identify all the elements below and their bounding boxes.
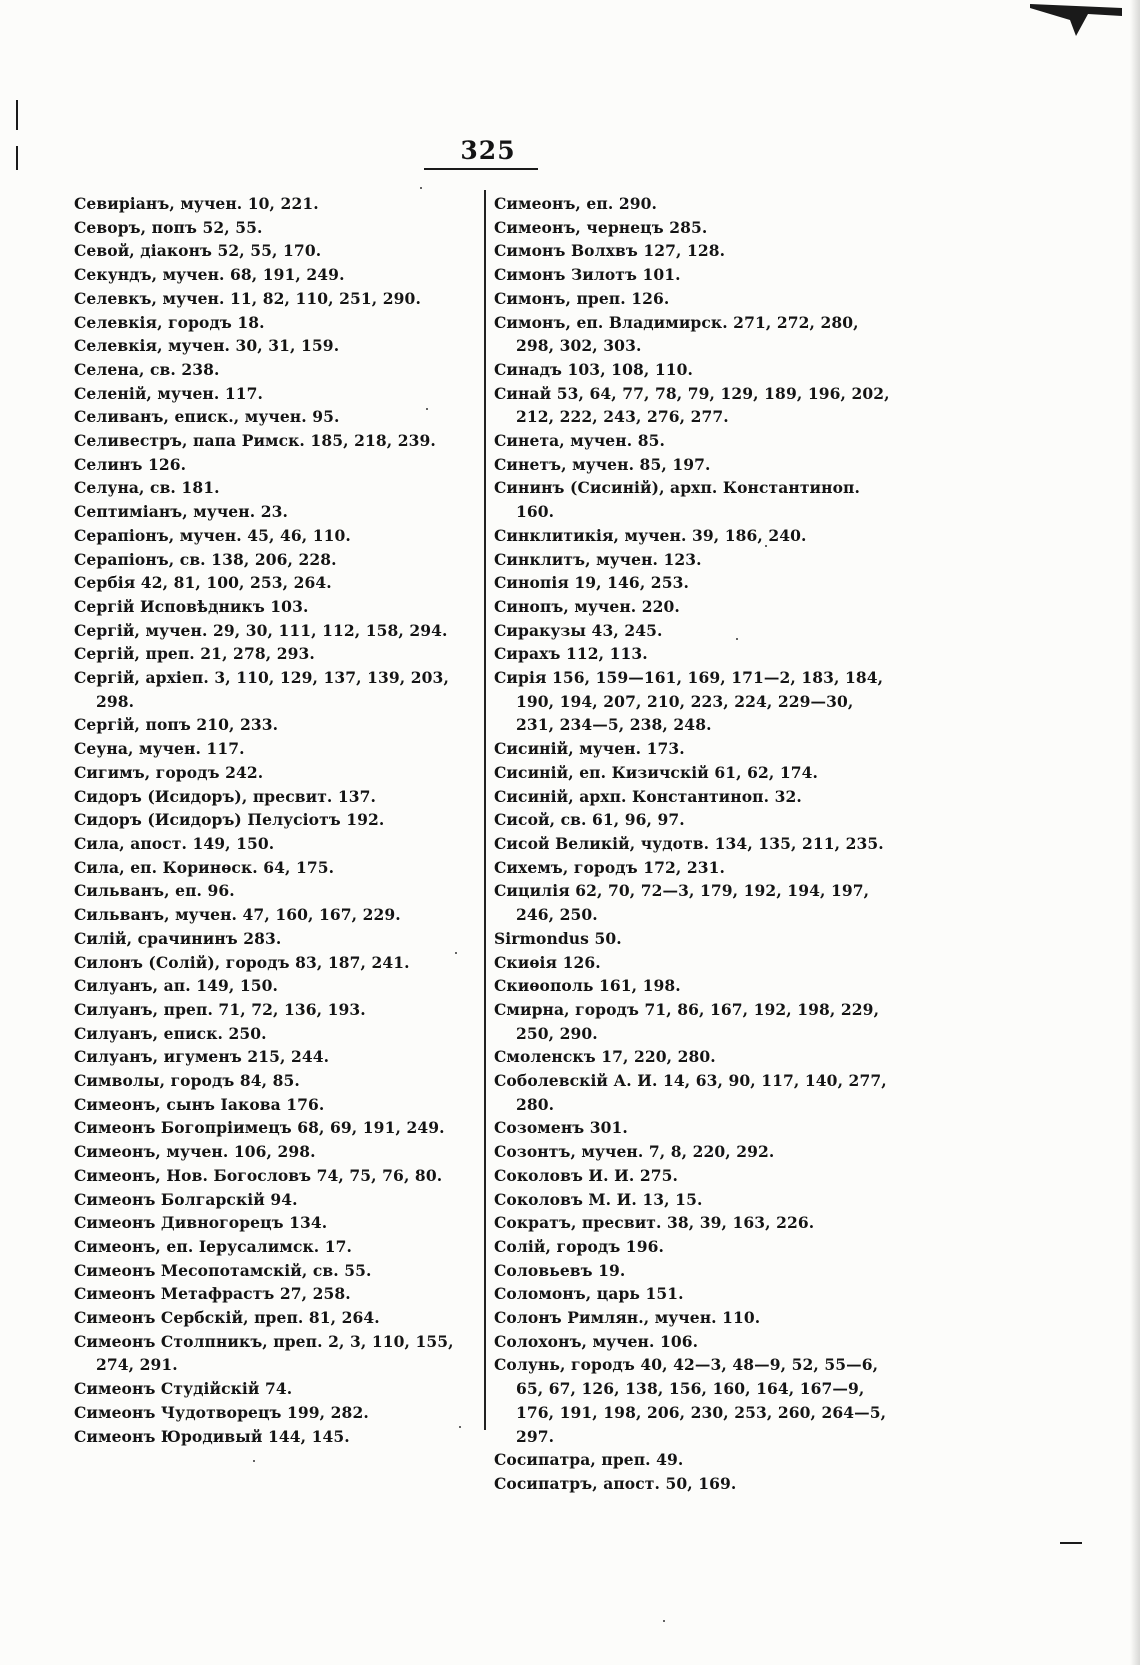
left-margin-mark [16,146,18,170]
index-entry: Сильванъ, еп. 96. [74,881,235,901]
index-entry: Сосипатръ, апост. 50, 169. [494,1473,737,1493]
right-margin-mark [1060,1542,1082,1544]
index-entry: Симеонъ Чудотворецъ 199, 282. [74,1402,369,1422]
index-entry: Сергій, попъ 210, 233. [74,715,279,735]
index-entry: Сигимъ, городъ 242. [74,762,264,782]
index-entry: Симеонъ, еп. Іерусалимск. 17. [74,1236,353,1256]
index-entry: Силуанъ, ап. 149, 150. [74,976,279,996]
index-entry: Сихемъ, городъ 172, 231. [494,857,726,877]
index-entry: Солохонъ, мучен. 106. [494,1331,699,1351]
index-entry: Синетъ, мучен. 85, 197. [494,454,711,474]
index-entry: Скиѳія 126. [494,952,601,972]
scan-speck [455,952,457,954]
index-entry: Серапіонъ, св. 138, 206, 228. [74,549,337,569]
index-entry: Сосипатра, преп. 49. [494,1450,684,1470]
index-entry: Симеонъ Юродивый 144, 145. [74,1426,350,1446]
left-margin-mark [16,100,18,130]
index-entry: Силуанъ, преп. 71, 72, 136, 193. [74,999,366,1019]
index-entry: Севиріанъ, мучен. 10, 221. [74,194,319,213]
index-entry: Симеонъ Дивногорецъ 134. [74,1213,328,1233]
scan-speck [459,1426,461,1428]
index-entry: Сисиній, мучен. 173. [494,739,685,759]
index-entry: Силонъ (Солій), городъ 83, 187, 241. [74,952,410,972]
index-entry: Сеуна, мучен. 117. [74,739,245,759]
index-entry: Сирія 156, 159—161, 169, 171—2, 183, 184, 190, 194, 207, 210, 223, 224, 229—30, 231, 234—5, 238, 248. [494,668,884,735]
index-entry: Севоръ, попъ 52, 55. [74,217,263,237]
index-entry: Симонъ Зилотъ 101. [494,265,681,285]
index-entry: Симеонъ Болгарскій 94. [74,1189,298,1209]
index-entry: Сильванъ, мучен. 47, 160, 167, 229. [74,905,401,925]
index-entry: Сидоръ (Исидоръ), пресвит. 137. [74,786,377,806]
index-entry: Симонъ Волхвъ 127, 128. [494,241,726,261]
index-entry: Сиракузы 43, 245. [494,620,663,640]
index-entry: Сила, апост. 149, 150. [74,833,275,853]
index-entry: Селинъ 126. [74,454,187,474]
index-entry: Сисой, св. 61, 96, 97. [494,810,685,830]
index-entry: Симеонъ Месопотамскій, св. 55. [74,1260,372,1280]
index-entry: Септиміанъ, мучен. 23. [74,502,288,522]
index-entry: Солонъ Римлян., мучен. 110. [494,1308,761,1328]
index-entry: Селевкія, мучен. 30, 31, 159. [74,336,340,356]
index-entry: Созонтъ, мучен. 7, 8, 220, 292. [494,1142,775,1162]
page-number: 325 [460,136,516,165]
index-entry: Сисиній, архп. Константинoп. 32. [494,786,802,806]
index-entry: Симеонъ Столпникъ, преп. 2, 3, 110, 155, 274, 291. [74,1331,454,1375]
index-entry: Сидоръ (Исидоръ) Пелусіотъ 192. [74,810,385,830]
index-entry: Севой, діаконъ 52, 55, 170. [74,241,322,261]
index-entry: Селиванъ, еписк., мучен. 95. [74,407,340,427]
index-entry: Серапіонъ, мучен. 45, 46, 110. [74,525,351,545]
index-entry: Синета, мучен. 85. [494,431,665,451]
index-entry: Симеонъ, сынъ Іакова 176. [74,1094,325,1114]
page-edge-shadow [1130,0,1140,1665]
index-entry: Смоленскъ 17, 220, 280. [494,1047,716,1067]
index-entry: Симонъ, преп. 126. [494,288,670,308]
index-entry: Синай 53, 64, 77, 78, 79, 129, 189, 196, 202, 212, 222, 243, 276, 277. [494,383,890,427]
index-entry: Селевкъ, мучен. 11, 82, 110, 251, 290. [74,288,421,308]
index-entry: Солій, городъ 196. [494,1236,664,1256]
index-entry: Сербія 42, 81, 100, 253, 264. [74,573,332,593]
index-entry: Смирна, городъ 71, 86, 167, 192, 198, 229, 250, 290. [494,999,880,1043]
index-entry: Сергій, преп. 21, 278, 293. [74,644,315,664]
index-entry: Селивестръ, папа Римск. 185, 218, 239. [74,431,436,451]
index-entry: Селуна, св. 181. [74,478,220,498]
index-entry: Сократъ, пресвит. 38, 39, 163, 226. [494,1213,815,1233]
index-entry: Сининъ (Сисиній), архп. Константиноп. 160. [494,478,860,522]
index-entry: Сергій, архіеп. 3, 110, 129, 137, 139, 203, 298. [74,668,449,711]
index-entry: Синклитъ, мучен. 123. [494,549,702,569]
scan-speck [420,187,422,189]
index-entry: Соколовъ И. И. 275. [494,1165,679,1185]
index-entry: Симонъ, еп. Владимирск. 271, 272, 280, 298, 302, 303. [494,312,859,356]
index-entry: Симеонъ, Нов. Богословъ 74, 75, 76, 80. [74,1165,443,1185]
index-entry: Симеонъ Студійскій 74. [74,1379,293,1399]
index-entry: Симеонъ Метафрастъ 27, 258. [74,1284,351,1304]
scan-speck [253,1460,255,1462]
index-entry: Сила, еп. Коринѳск. 64, 175. [74,857,335,877]
index-entry: Сергій, мучен. 29, 30, 111, 112, 158, 294. [74,620,448,640]
index-entry: Силуанъ, игуменъ 215, 244. [74,1047,330,1067]
index-entry: Симеонъ Сербскій, преп. 81, 264. [74,1308,380,1328]
index-entry: Сергій Исповѣдникъ 103. [74,596,309,616]
index-entry: Сицилія 62, 70, 72—3, 179, 192, 194, 197, 246, 250. [494,881,870,925]
index-entry: Соболевскій А. И. 14, 63, 90, 117, 140, 277, 280. [494,1071,887,1114]
index-entry: Синклитикія, мучен. 39, 186, 240. [494,525,807,545]
index-entry: Скиѳополь 161, 198. [494,976,681,996]
scan-speck [765,545,767,547]
index-entry: Символы, городъ 84, 85. [74,1071,300,1091]
index-entry: Сирахъ 112, 113. [494,644,648,664]
index-entry: Солунь, городъ 40, 42—3, 48—9, 52, 55—6, 65, 67, 126, 138, 156, 160, 164, 167—9, 176, 191, 198, 206, 230, 253, 260, 264—5, 297. [494,1355,887,1446]
scan-speck [736,638,738,640]
index-column-left [74,192,466,1448]
index-entry: Силуанъ, еписк. 250. [74,1023,267,1043]
index-entry: Симеонъ Богопріимецъ 68, 69, 191, 249. [74,1118,445,1138]
scan-speck [663,1620,665,1622]
index-entry: Соломонъ, царь 151. [494,1284,684,1304]
index-column-right [494,192,896,1496]
index-entry: Соловьевъ 19. [494,1260,626,1280]
index-entry: Силій, срачининъ 283. [74,928,282,948]
index-entry: Синопъ, мучен. 220. [494,596,680,616]
index-entry: Созоменъ 301. [494,1118,628,1138]
index-entry: Sirmondus 50. [494,928,622,948]
index-entry: Соколовъ М. И. 13, 15. [494,1189,703,1209]
index-entry: Симеонъ, мучен. 106, 298. [74,1142,316,1162]
index-entry: Симеонъ, еп. 290. [494,194,657,213]
column-divider [484,190,486,1430]
index-entry: Селевкія, городъ 18. [74,312,265,332]
page-number-rule [424,168,538,170]
index-entry: Синопія 19, 146, 253. [494,573,689,593]
index-entry: Селена, св. 238. [74,359,220,379]
arrow-icon [1030,0,1122,40]
index-entry: Симеонъ, чернецъ 285. [494,217,708,237]
index-entry: Сисиній, еп. Кизичскій 61, 62, 174. [494,762,819,782]
scan-speck [426,408,428,410]
index-entry: Сисой Великій, чудотв. 134, 135, 211, 235. [494,833,884,853]
index-entry: Селеній, мучен. 117. [74,383,263,403]
index-entry: Синадъ 103, 108, 110. [494,359,693,379]
index-entry: Секундъ, мучен. 68, 191, 249. [74,265,345,285]
